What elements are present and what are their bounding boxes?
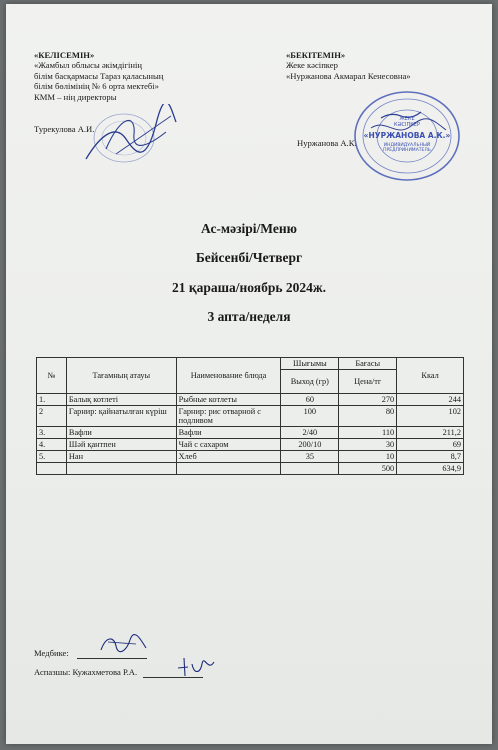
stamp-mid-text: КӘСІПКЕР <box>394 122 420 128</box>
cell-name-kz: Вафли <box>66 427 176 439</box>
week-title: 3 апта/неделя <box>207 309 291 324</box>
header-no: № <box>37 358 67 394</box>
table-row <box>37 439 464 451</box>
cell-name-ru: Хлеб <box>176 451 281 463</box>
cell-no: 4. <box>37 439 67 451</box>
director-signature <box>76 104 186 174</box>
cell-price: 270 <box>339 394 397 406</box>
cell-kcal: 69 <box>397 439 464 451</box>
header-price-kz: Бағасы <box>339 358 397 370</box>
nurse-label: Медбике: <box>34 648 69 658</box>
cook-signature <box>174 654 224 680</box>
cell-name-kz: Гарнир: қайнатылған күріш <box>66 406 176 427</box>
cell-kcal: 244 <box>397 394 464 406</box>
cell-no: 3. <box>37 427 67 439</box>
approval-left-line: «Жамбыл облысы әкімдігінің <box>34 60 142 71</box>
table-row <box>37 406 464 427</box>
header-name-ru: Наименование блюда <box>176 358 281 394</box>
cell-no: 5. <box>37 451 67 463</box>
table-row <box>37 427 464 439</box>
cell-name-kz: Нан <box>66 451 176 463</box>
cell-yield: 60 <box>281 394 339 406</box>
table-header-row <box>37 358 464 370</box>
cell-price: 10 <box>339 451 397 463</box>
header-yield-ru: Выход (гр) <box>281 370 339 394</box>
cell-kcal: 211,2 <box>397 427 464 439</box>
cell-name-ru: Чай с сахаром <box>176 439 281 451</box>
header-kcal: Ккал <box>397 358 464 394</box>
approval-right-heading: «БЕКІТЕМІН» <box>286 50 346 60</box>
cell-name-ru: Рыбные котлеты <box>176 394 281 406</box>
stamp-sub-text-2: ПРЕДПРИНИМАТЕЛЬ <box>383 148 431 153</box>
cell-no: 2 <box>37 406 67 427</box>
cell-price: 110 <box>339 427 397 439</box>
cell-empty <box>281 463 339 475</box>
cell-empty <box>176 463 281 475</box>
approval-left-heading: «КЕЛІСЕМІН» <box>34 50 95 60</box>
cook-label: Аспазшы: Кужахметова Р.А. <box>34 667 138 677</box>
total-kcal: 634,9 <box>397 463 464 475</box>
stamp-sub-text: ИНДИВИДУАЛЬНЫЙ <box>383 143 431 148</box>
header-name-kz: Тағамның атауы <box>66 358 176 394</box>
menu-title: Ас-мәзірі/Меню <box>201 221 297 236</box>
cell-price: 30 <box>339 439 397 451</box>
cell-kcal: 8,7 <box>397 451 464 463</box>
cell-yield: 2/40 <box>281 427 339 439</box>
cell-name-kz: Балық котлеті <box>66 394 176 406</box>
approval-right-line: «Нуржанова Акмарал Кенесовна» <box>286 70 411 81</box>
approval-left-line: білім басқармасы Тараз қаласының <box>34 70 164 81</box>
approval-left <box>34 50 234 102</box>
nurse-signature <box>96 632 156 658</box>
cell-price: 80 <box>339 406 397 427</box>
approval-right <box>286 50 486 81</box>
menu-table <box>36 357 464 475</box>
table-row <box>37 394 464 406</box>
header-price-ru: Цена/тг <box>339 370 397 394</box>
cell-no: 1. <box>37 394 67 406</box>
entrepreneur-stamp <box>351 88 463 184</box>
cell-name-kz: Шәй қантпен <box>66 439 176 451</box>
approval-left-line: білім бөлімінің № 6 орта мектебі» <box>34 81 159 92</box>
document-page <box>6 4 492 744</box>
header-yield-kz: Шығымы <box>281 358 339 370</box>
table-total-row <box>37 463 464 475</box>
approval-left-signer: Турекулова А.И. <box>34 124 95 134</box>
cell-kcal: 102 <box>397 406 464 427</box>
cell-empty <box>66 463 176 475</box>
total-price: 500 <box>339 463 397 475</box>
cell-name-ru: Гарнир: рис отварной с подливом <box>176 406 281 427</box>
approval-right-signer: Нуржанова А.К. <box>297 138 357 148</box>
cell-yield: 35 <box>281 451 339 463</box>
stamp-top-text: ЖЕКЕ <box>399 116 415 122</box>
cell-yield: 100 <box>281 406 339 427</box>
cell-name-ru: Вафли <box>176 427 281 439</box>
table-row <box>37 451 464 463</box>
approval-right-line: Жеке кәсіпкер <box>286 60 338 71</box>
approval-left-line: КММ – нің директоры <box>34 91 117 102</box>
stamp-center-text: «НУРЖАНОВА А.К.» <box>363 131 451 140</box>
cell-yield: 200/10 <box>281 439 339 451</box>
date-title: 21 қараша/ноябрь 2024ж. <box>171 280 327 295</box>
cell-empty <box>37 463 67 475</box>
day-title: Бейсенбі/Четверг <box>195 250 303 265</box>
